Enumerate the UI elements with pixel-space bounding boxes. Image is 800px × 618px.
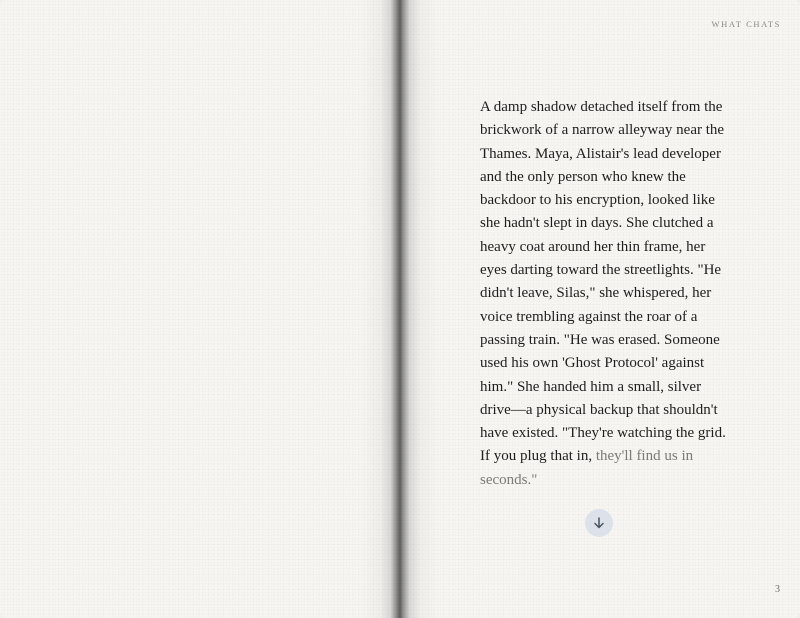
arrow-down-icon <box>592 516 606 530</box>
passage-text <box>480 96 730 492</box>
passage-faded-tail: they'll find us in seconds." <box>480 448 694 488</box>
passage-main: A damp shadow detached itself from the brickwork of a narrow alleyway near the Thames. Maya, Alistair's lead developer and the only person who knew the backdoor to his encryption, looked like she hadn't slept in days. She clutched a heavy coat around her thin frame, her eyes darting toward the streetlights. "He didn't leave, Silas," she whispered, her voice trembling against the roar of a passing train. "He was erased. Someone used his own 'Ghost Protocol' against him." She handed him a small, silver drive—a physical backup that shouldn't have existed. "They're watching the grid. If you plug that in, <box>480 99 726 465</box>
page-number: 3 <box>775 584 780 595</box>
scroll-down-button[interactable] <box>585 509 613 537</box>
running-header: WHAT CHATS <box>711 19 781 29</box>
